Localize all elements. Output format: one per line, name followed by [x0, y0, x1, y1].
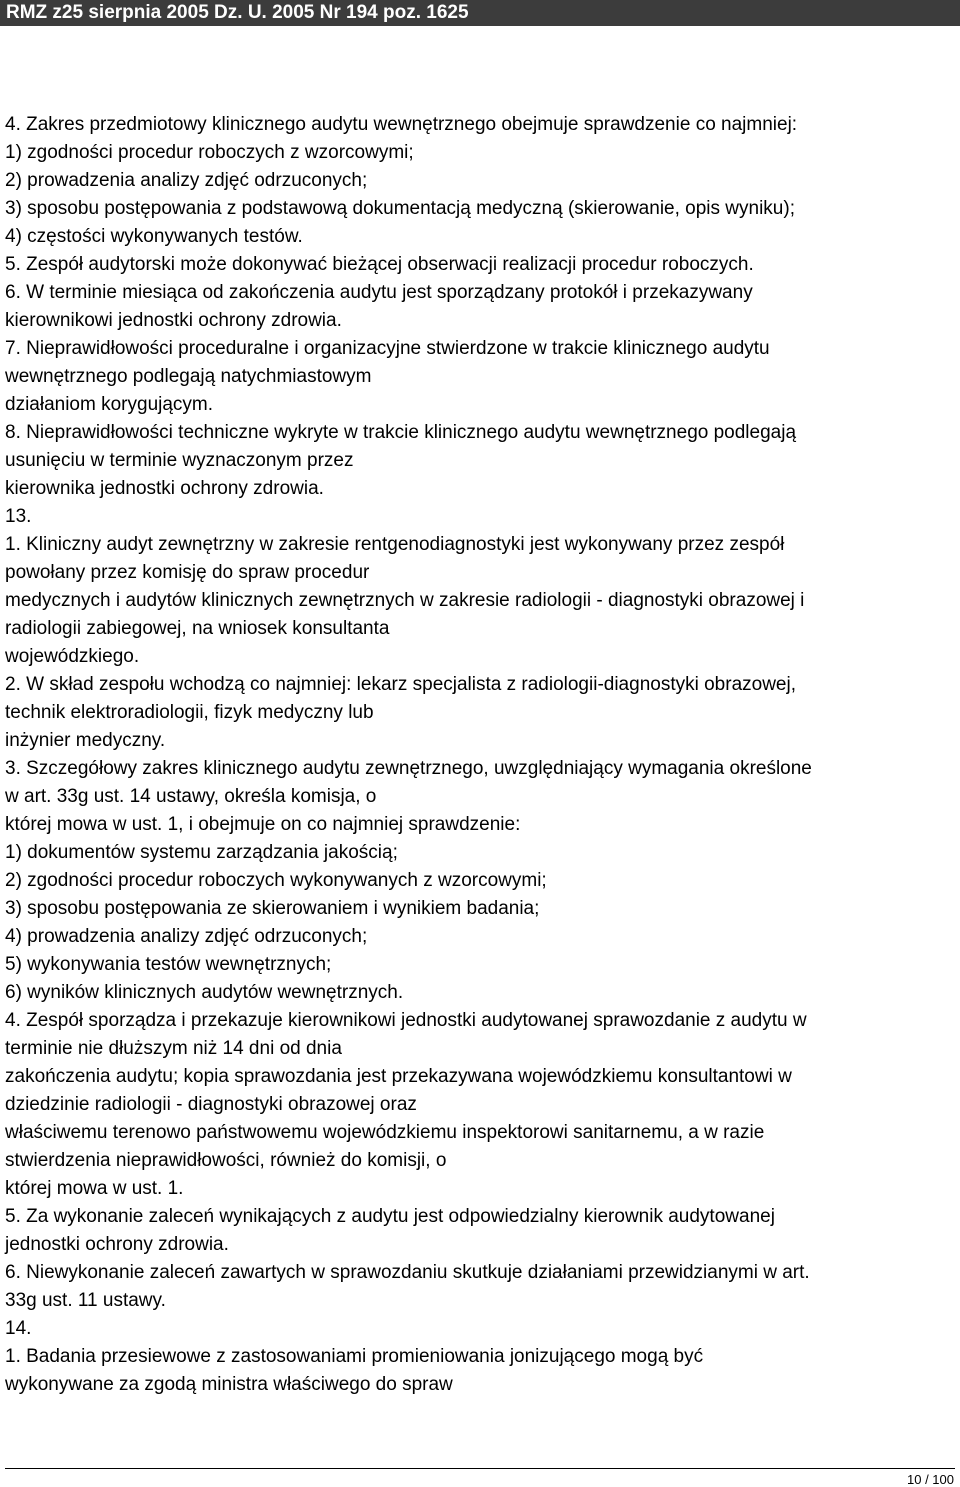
text-line: 4. Zespół sporządza i przekazuje kierownikowi jednostki audytowanej sprawozdanie z audytu w [5, 1010, 807, 1031]
text-line: 1) zgodności procedur roboczych z wzorcowymi; [5, 142, 414, 163]
text-line: 6. W terminie miesiąca od zakończenia audytu jest sporządzany protokół i przekazywany [5, 282, 753, 303]
text-line: 2. W skład zespołu wchodzą co najmniej: lekarz specjalista z radiologii-diagnostyki obrazowej, [5, 674, 796, 695]
text-line: 6. Niewykonanie zaleceń zawartych w sprawozdaniu skutkuje działaniami przewidzianymi w art. [5, 1262, 810, 1283]
text-line: której mowa w ust. 1, i obejmuje on co najmniej sprawdzenie: [5, 814, 521, 835]
text-line: 14. [5, 1318, 32, 1339]
text-line: powołany przez komisję do spraw procedur [5, 562, 370, 583]
text-line: kierownikowi jednostki ochrony zdrowia. [5, 310, 342, 331]
text-line: 4. Zakres przedmiotowy klinicznego audytu wewnętrznego obejmuje sprawdzenie co najmniej: [5, 114, 798, 135]
text-line: 1) dokumentów systemu zarządzania jakością; [5, 842, 398, 863]
text-line: 5. Zespół audytorski może dokonywać bieżącej obserwacji realizacji procedur roboczych. [5, 254, 754, 275]
text-line: 3. Szczegółowy zakres klinicznego audytu zewnętrznego, uwzględniający wymagania określone [5, 758, 812, 779]
text-line: 13. [5, 506, 32, 527]
text-line: medycznych i audytów klinicznych zewnętrznych w zakresie radiologii - diagnostyki obrazowej i [5, 590, 805, 611]
text-line: 3) sposobu postępowania ze skierowaniem i wynikiem badania; [5, 898, 540, 919]
text-line: w art. 33g ust. 14 ustawy, określa komisja, o [5, 786, 377, 807]
text-line: terminie nie dłuższym niż 14 dni od dnia [5, 1038, 342, 1059]
text-line: 8. Nieprawidłowości techniczne wykryte w trakcie klinicznego audytu wewnętrznego podlegają [5, 422, 797, 443]
document-title: RMZ z25 sierpnia 2005 Dz. U. 2005 Nr 194 poz. 1625 [6, 2, 469, 23]
text-line: 6) wyników klinicznych audytów wewnętrznych. [5, 982, 404, 1003]
text-line: 1. Kliniczny audyt zewnętrzny w zakresie rentgenodiagnostyki jest wykonywany przez zespół [5, 534, 785, 555]
text-line: wojewódzkiego. [5, 646, 140, 667]
text-line: 2) prowadzenia analizy zdjęć odrzuconych; [5, 170, 368, 191]
text-line: 3) sposobu postępowania z podstawową dokumentacją medyczną (skierowanie, opis wyniku); [5, 198, 795, 219]
text-line: 2) zgodności procedur roboczych wykonywanych z wzorcowymi; [5, 870, 547, 891]
text-line: 5. Za wykonanie zaleceń wynikających z audytu jest odpowiedzialny kierownik audytowanej [5, 1206, 775, 1227]
document-header-bar [0, 0, 960, 26]
footer-divider [5, 1468, 955, 1469]
text-line: jednostki ochrony zdrowia. [5, 1234, 229, 1255]
text-line: 4) częstości wykonywanych testów. [5, 226, 303, 247]
text-line: 33g ust. 11 ustawy. [5, 1290, 166, 1311]
text-line: radiologii zabiegowej, na wniosek konsultanta [5, 618, 390, 639]
text-line: 1. Badania przesiewowe z zastosowaniami promieniowania jonizującego mogą być [5, 1346, 704, 1367]
text-line: wewnętrznego podlegają natychmiastowym [5, 366, 372, 387]
text-line: właściwemu terenowo państwowemu wojewódzkiemu inspektorowi sanitarnemu, a w razie [5, 1122, 765, 1143]
text-line: dziedzinie radiologii - diagnostyki obrazowej oraz [5, 1094, 417, 1115]
text-line: 5) wykonywania testów wewnętrznych; [5, 954, 332, 975]
text-line: stwierdzenia nieprawidłowości, również do komisji, o [5, 1150, 447, 1171]
text-line: 7. Nieprawidłowości proceduralne i organizacyjne stwierdzone w trakcie klinicznego audytu [5, 338, 770, 359]
text-line: technik elektroradiologii, fizyk medyczny lub [5, 702, 374, 723]
page-number: 10 / 100 [907, 1472, 954, 1487]
text-line: działaniom korygującym. [5, 394, 214, 415]
text-line: zakończenia audytu; kopia sprawozdania jest przekazywana wojewódzkiemu konsultantowi w [5, 1066, 792, 1087]
text-line: kierownika jednostki ochrony zdrowia. [5, 478, 324, 499]
text-line: wykonywane za zgodą ministra właściwego do spraw [5, 1374, 453, 1395]
text-line: której mowa w ust. 1. [5, 1178, 184, 1199]
text-line: usunięciu w terminie wyznaczonym przez [5, 450, 354, 471]
document-body [5, 111, 955, 1399]
text-line: 4) prowadzenia analizy zdjęć odrzuconych; [5, 926, 368, 947]
text-line: inżynier medyczny. [5, 730, 166, 751]
